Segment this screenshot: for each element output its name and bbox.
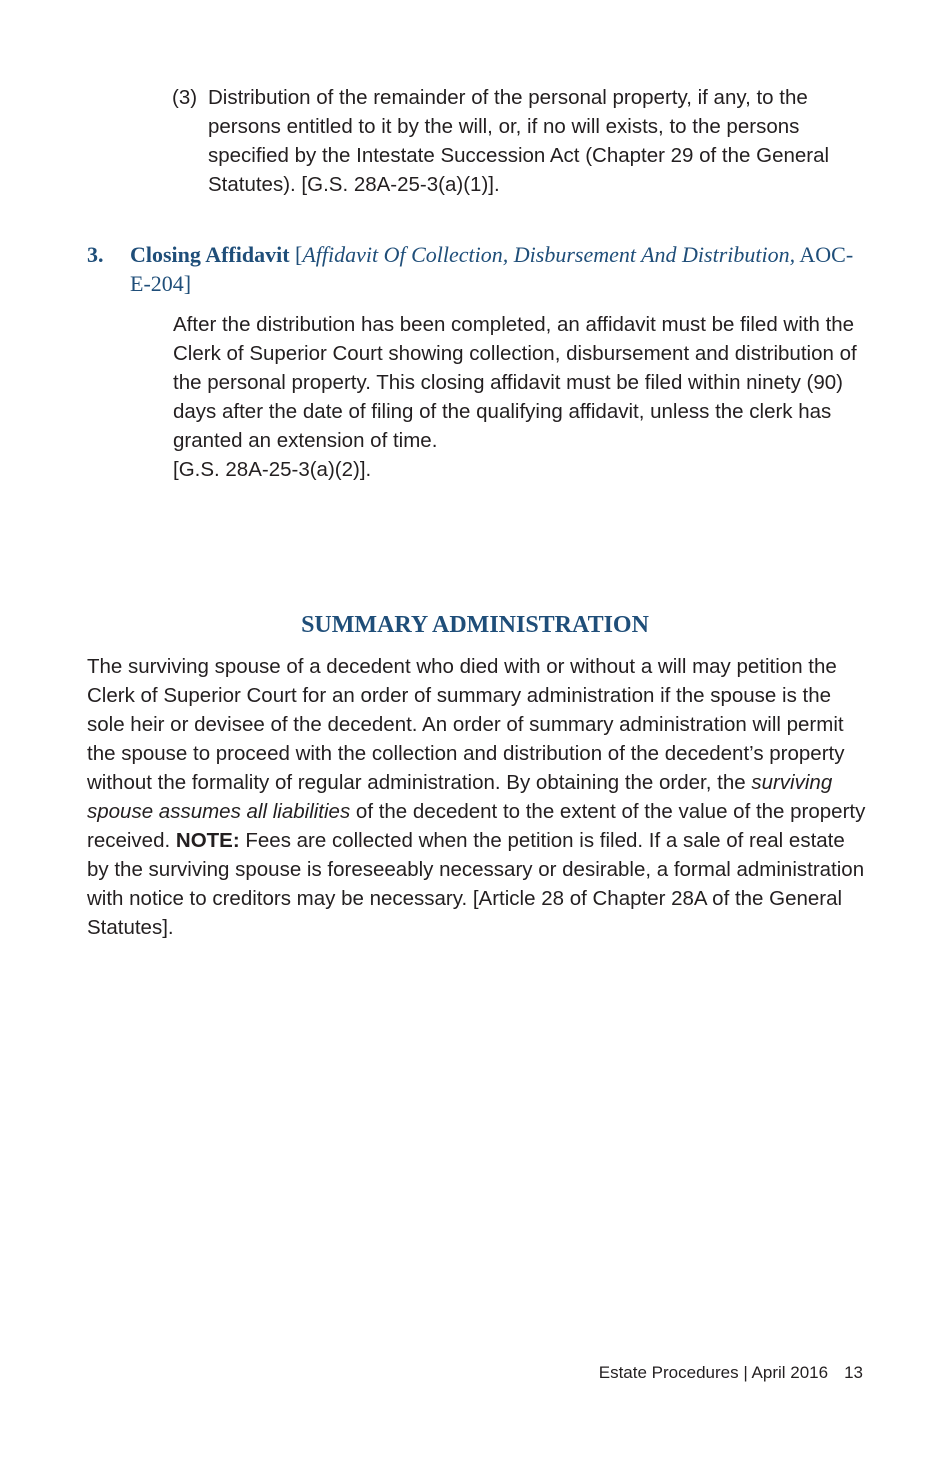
section-heading-text [130,240,867,298]
footer-text: Estate Procedures | April 2016 [598,1363,829,1382]
list-item-marker: (3) [172,86,198,109]
section-citation: [G.S. 28A-25-3(a)(2)]. [173,458,372,481]
page-footer [599,1361,863,1385]
summary-text-part3: Fees are collected when the petition is filed. If a sale of real estate by the surviving spouse is foreseeably necessary or desirable, a formal administration with notice to creditors may be necessary. [Article 28 of Chapter 28A of the General Statutes]. [87,829,865,939]
summary-administration-title: SUMMARY ADMINISTRATION [301,612,649,638]
list-item-text: Distribution of the remainder of the personal property, if any, to the persons entitled to it by the will, or, if no will exists, to the persons specified by the Intestate Succession Act (Chapter 29 of the General Statutes). [G.S. 28A-25-3(a)(1)]. [208,86,830,196]
list-item-3 [172,83,862,199]
summary-italic-phrase: surviving spouse assumes all liabilities [87,771,833,823]
note-label: NOTE: [175,829,240,852]
form-name: Affidavit Of Collection, Disbursement And Distribution, [302,242,796,267]
summary-administration-body [87,652,867,942]
page-number: 13 [844,1363,863,1382]
section-title: Closing Affidavit [130,242,290,267]
form-code: AOC-E-204] [130,242,854,296]
section-number: 3. [87,242,104,267]
summary-text-part2: of the decedent to the extent of the value of the property received. [87,800,866,852]
bracket-open: [ [289,242,303,267]
section-body-closing-affidavit [173,310,873,484]
summary-text-part1: The surviving spouse of a decedent who died with or without a will may petition the Clerk of Superior Court for an order of summary administration if the spouse is the sole heir or devisee of the decedent. An order of summary administration will permit the spouse to proceed with the collection and distribution of the decedent’s property without the formality of regular administration. By obtaining the order, the [87,655,845,794]
section-heading-closing-affidavit [87,240,867,298]
section-body-text: After the distribution has been completed, an affidavit must be filed with the Clerk of Superior Court showing collection, disbursement and distribution of the personal property. This closing affidavit must be filed within ninety (90) days after the date of filing of the qualifying affidavit, unless the clerk has granted an extension of time. [173,313,857,452]
